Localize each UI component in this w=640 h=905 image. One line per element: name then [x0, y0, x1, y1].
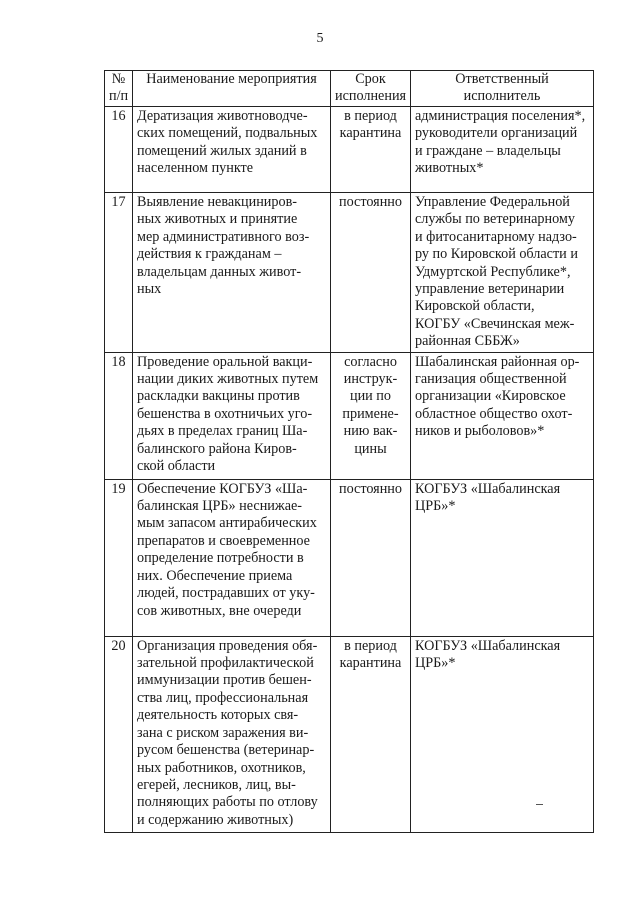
text-line: препаратов и своевременное	[137, 532, 310, 549]
text-line: ства лиц, профессиональная	[137, 689, 309, 706]
text-line: Наименование мероприятия	[146, 71, 317, 87]
header-term	[331, 71, 411, 107]
text-line: бешенства в охотничьих уго-	[137, 405, 313, 422]
text-line: раскладки вакцины против	[137, 388, 300, 405]
text-line: зательной профилактической	[137, 655, 314, 672]
text-line: Выявление невакциниров-	[137, 194, 298, 210]
text-line: ных	[137, 281, 162, 298]
table-row	[105, 107, 594, 193]
measure-name	[133, 107, 331, 193]
table-row	[105, 352, 594, 479]
text-line: Кировской области,	[415, 298, 535, 315]
text-line: карантина	[339, 125, 402, 142]
text-line: и содержанию животных)	[137, 811, 294, 828]
stray-pen-mark	[536, 804, 543, 805]
text-line: балинского района Киров-	[137, 440, 297, 457]
text-line: животных*	[415, 160, 484, 177]
measure-term	[331, 107, 411, 193]
measure-name	[133, 352, 331, 479]
text-line: Ответственный	[455, 71, 549, 87]
text-line: службы по ветеринарному	[415, 211, 575, 228]
text-line: владельцам данных живот-	[137, 263, 302, 280]
measure-name	[133, 636, 331, 832]
text-line: полняющих работы по отлову	[137, 794, 318, 811]
text-line: ных животных и принятие	[137, 211, 298, 228]
text-line: Проведение оральной вакци-	[137, 353, 313, 370]
text-line: согласно	[344, 353, 397, 370]
header-name	[133, 71, 331, 107]
text-line: ру по Кировской области и	[415, 246, 578, 263]
text-line: КОГБУ «Свечинская меж-	[415, 315, 575, 332]
header-responsible	[411, 71, 594, 107]
text-line: нию вак-	[343, 423, 398, 440]
text-line: и фитосанитарному надзо-	[415, 228, 577, 245]
text-line: Организация проведения обя-	[137, 637, 318, 654]
measure-responsible	[411, 107, 594, 193]
row-number: 17	[105, 193, 133, 353]
text-line: ЦРБ»*	[415, 655, 456, 672]
text-line: русом бешенства (ветеринар-	[137, 742, 315, 759]
text-line: постоянно	[339, 480, 402, 497]
text-line: п/п	[109, 88, 129, 104]
text-line: КОГБУЗ «Шабалинская	[415, 637, 561, 654]
text-line: ции по	[349, 388, 391, 405]
text-line: примене-	[342, 405, 399, 422]
text-line: ских помещений, подвальных	[137, 125, 318, 142]
text-line: определение потребности в	[137, 550, 304, 567]
measure-term	[331, 352, 411, 479]
text-line: Обеспечение КОГБУЗ «Ша-	[137, 480, 308, 497]
text-line: деятельность которых свя-	[137, 707, 299, 724]
text-line: цины	[354, 440, 387, 457]
text-line: егерей, лесников, лиц, вы-	[137, 776, 296, 793]
text-line: №	[111, 71, 126, 87]
header-num	[105, 71, 133, 107]
measure-term	[331, 636, 411, 832]
row-number: 19	[105, 479, 133, 636]
text-line: сов животных, вне очереди	[137, 602, 302, 619]
text-line: Удмуртской Республике*,	[415, 263, 571, 280]
text-line: балинская ЦРБ» неснижае-	[137, 498, 303, 515]
text-line: в период	[344, 637, 397, 654]
page-number: 5	[316, 31, 324, 46]
measure-term	[331, 479, 411, 636]
text-line: ЦРБ»*	[415, 498, 456, 515]
table-header-row	[105, 71, 594, 107]
measure-responsible	[411, 636, 594, 832]
measure-responsible	[411, 352, 594, 479]
text-line: дьях в пределах границ Ша-	[137, 423, 308, 440]
text-line: областное общество охот-	[415, 405, 573, 422]
measure-name	[133, 479, 331, 636]
text-line: организации «Кировское	[415, 388, 566, 405]
table-row	[105, 193, 594, 353]
text-line: нации диких животных путем	[137, 371, 319, 388]
text-line: ганизация общественной	[415, 371, 567, 388]
text-line: мер административного воз-	[137, 228, 310, 245]
text-line: руководители организаций	[415, 125, 578, 142]
measures-table	[104, 70, 594, 833]
text-line: администрация поселения*,	[415, 108, 586, 124]
text-line: зана с риском заражения ви-	[137, 724, 309, 741]
text-line: Управление Федеральной	[415, 194, 570, 210]
text-line: исполнитель	[463, 88, 541, 104]
text-line: Дератизация животноводче-	[137, 108, 308, 124]
row-number: 16	[105, 107, 133, 193]
text-line: Срок	[355, 71, 386, 87]
row-number: 20	[105, 636, 133, 832]
text-line: управление ветеринарии	[415, 281, 565, 298]
measure-term	[331, 193, 411, 353]
text-line: помещений жилых зданий в	[137, 142, 307, 159]
text-line: мым запасом антирабических	[137, 515, 317, 532]
text-line: ской области	[137, 458, 216, 475]
text-line: в период	[344, 108, 397, 124]
table-row	[105, 479, 594, 636]
text-line: КОГБУЗ «Шабалинская	[415, 480, 561, 497]
text-line: постоянно	[339, 194, 402, 210]
text-line: районная СББЖ»	[415, 333, 520, 350]
text-line: Шабалинская районная ор-	[415, 353, 580, 370]
text-line: иммунизации против бешен-	[137, 672, 312, 689]
text-line: действия к гражданам –	[137, 246, 282, 263]
text-line: них. Обеспечение приема	[137, 567, 293, 584]
table-row	[105, 636, 594, 832]
measure-responsible	[411, 193, 594, 353]
text-line: исполнения	[335, 88, 407, 104]
measure-name	[133, 193, 331, 353]
text-line: ников и рыболовов»*	[415, 423, 545, 440]
text-line: людей, пострадавших от уку-	[137, 585, 315, 602]
measure-responsible	[411, 479, 594, 636]
text-line: карантина	[339, 655, 402, 672]
text-line: и граждане – владельцы	[415, 142, 561, 159]
text-line: инструк-	[343, 371, 398, 388]
text-line: ных работников, охотников,	[137, 759, 306, 776]
row-number: 18	[105, 352, 133, 479]
text-line: населенном пункте	[137, 160, 254, 177]
